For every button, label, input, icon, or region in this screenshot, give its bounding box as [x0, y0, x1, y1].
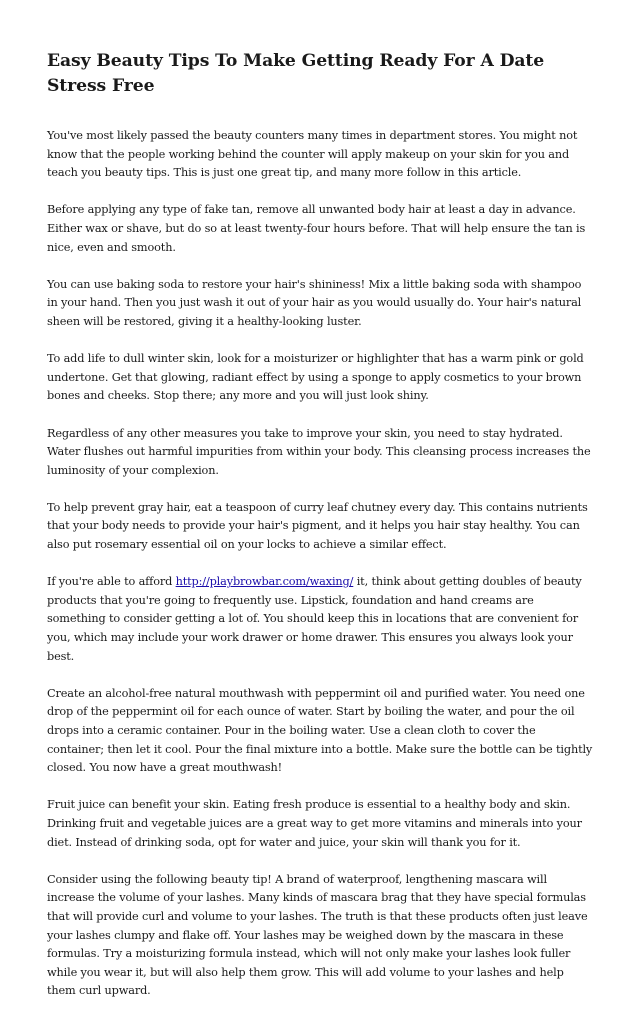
- paragraph-1: You've most likely passed the beauty counters many times in department stores. You might not know that the people working behind the counter will apply makeup on your skin for you and teach you beauty tips. This is just one great tip, and many more follow in this article.: [47, 129, 578, 180]
- paragraph-5: Regardless of any other measures you take to improve your skin, you need to stay hydrated. Water flushes out harmful impurities from within your body. This cleansing process increases the luminosity of your complexion.: [47, 426, 591, 477]
- paragraph-7: [47, 573, 595, 666]
- paragraph-2: Before applying any type of fake tan, remove all unwanted body hair at least a day in advance. Either wax or shave, but do so at least twenty-four hours before. That will help ensure the tan is nice, even and smooth.: [47, 203, 586, 254]
- paragraph-8: Create an alcohol-free natural mouthwash with peppermint oil and purified water. You need one drop of the peppermint oil for each ounce of water. Start by boiling the water, and pour the oil drops into a ceramic container. Pour in the boiling water. Use a clean cloth to cover the container; then let it cool. Pour the final mixture into a bottle. Make sure the bottle can be tightly closed. You now have a great mouthwash!: [47, 686, 593, 775]
- paragraph-7-lead: If you're able to afford: [47, 575, 176, 589]
- paragraph-7-rest: it, think about getting doubles of beauty products that you're going to frequently use. Lipstick, foundation and hand creams are something to consider getting a lot of. You should keep this in locations that are convenient for you, which may include your work drawer or home drawer. This ensures you always look your best.: [47, 575, 582, 663]
- paragraph-10: Consider using the following beauty tip! A brand of waterproof, lengthening mascara will increase the volume of your lashes. Many kinds of mascara brag that they have special formulas that will provide curl and volume to your lashes. The truth is that these products often just leave your lashes clumpy and flake off. Your lashes may be weighed down by the mascara in these formulas. Try a moisturizing formula instead, which will not only make your lashes look fuller while you wear it, but will also help them grow. This will add volume to your lashes and help them curl upward.: [47, 872, 588, 998]
- paragraph-4: To add life to dull winter skin, look for a moisturizer or highlighter that has a warm pink or gold undertone. Get that glowing, radiant effect by using a sponge to apply cosmetics to your brown bones and cheeks. Stop there; any more and you will just look shiny.: [47, 352, 584, 403]
- document-title: Easy Beauty Tips To Make Getting Ready For A Date Stress Free: [47, 51, 545, 96]
- paragraph-3: You can use baking soda to restore your hair's shininess! Mix a little baking soda with shampoo in your hand. Then you just wash it out of your hair as you would usually do. Your hair's natural sheen will be restored, giving it a healthy-looking luster.: [47, 277, 582, 328]
- paragraph-9: Fruit juice can benefit your skin. Eating fresh produce is essential to a healthy body and skin. Drinking fruit and vegetable juices are a great way to get more vitamins and minerals into your diet. Instead of drinking soda, opt for water and juice, your skin will thank you for it.: [47, 798, 582, 849]
- document-page: [47, 49, 595, 1020]
- paragraph-6: To help prevent gray hair, eat a teaspoon of curry leaf chutney every day. This contains nutrients that your body needs to provide your hair's pigment, and it helps you hair stay healthy. You can also put rosemary essential oil on your locks to achieve a similar effect.: [47, 500, 588, 552]
- waxing-link[interactable]: http://playbrowbar.com/waxing/: [175, 575, 354, 589]
